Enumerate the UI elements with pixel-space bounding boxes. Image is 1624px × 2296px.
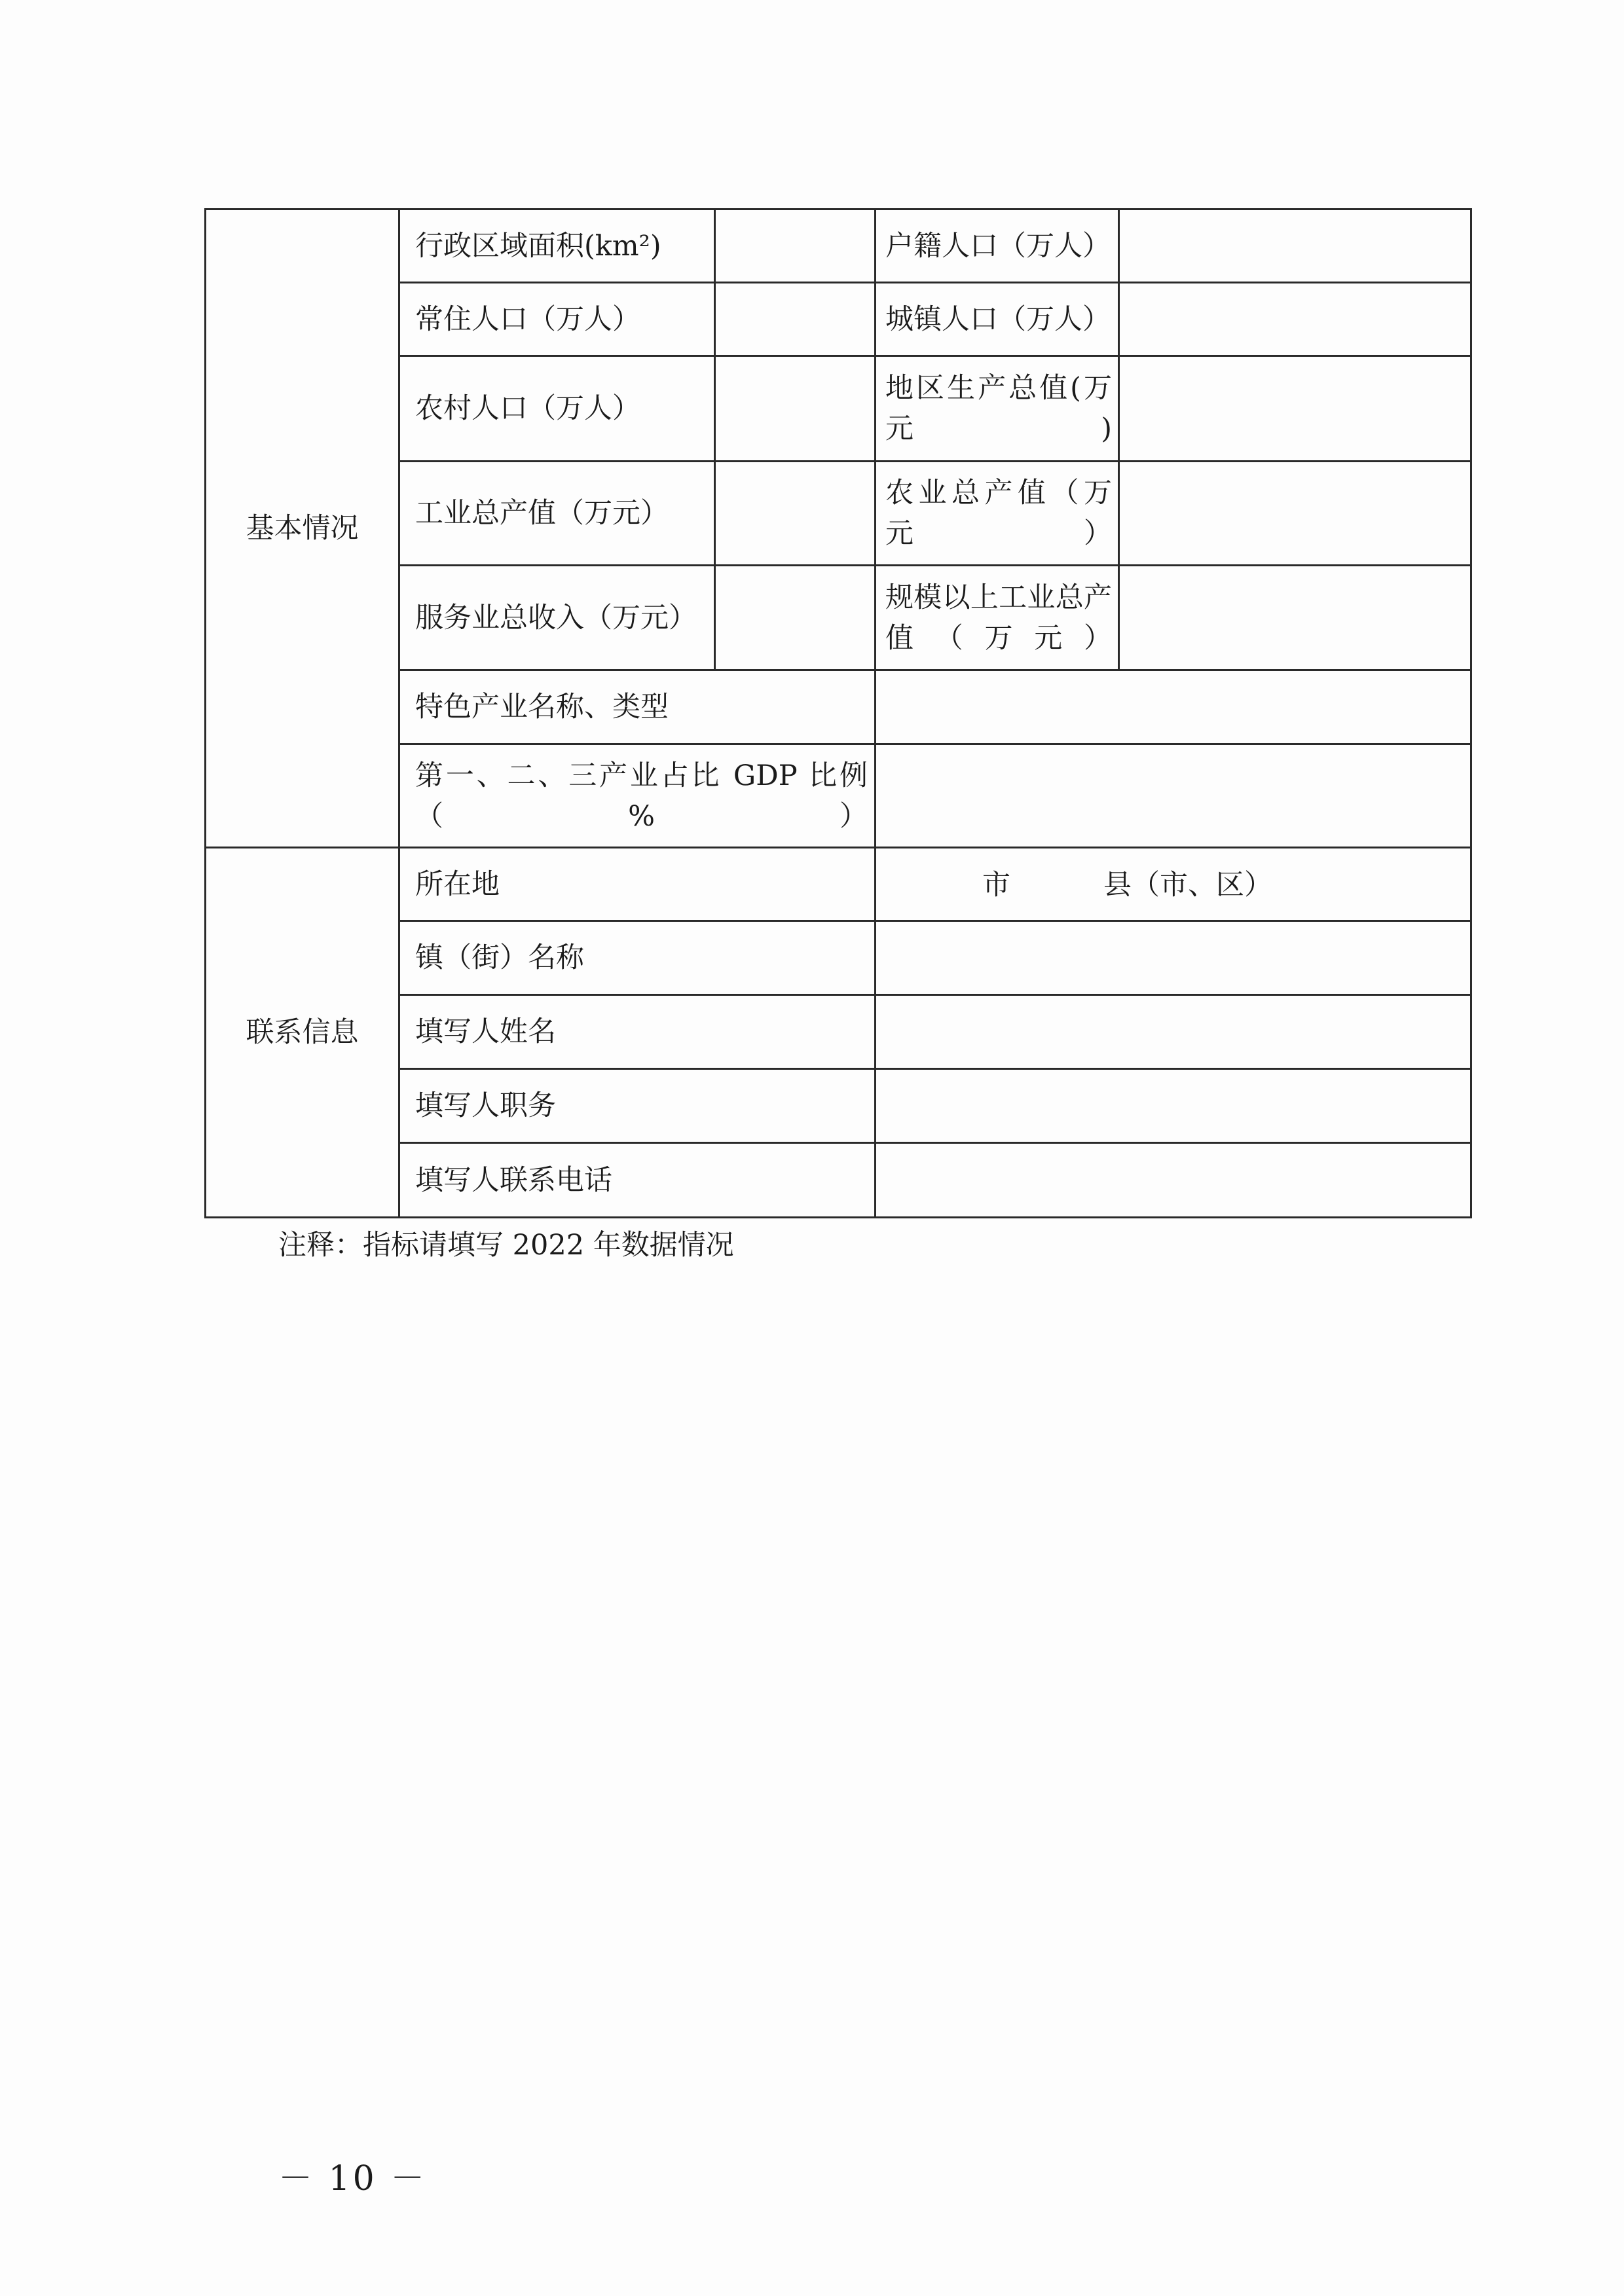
resident-population-field[interactable]	[716, 283, 874, 355]
label-service-revenue: 服务业总收入（万元）	[415, 601, 697, 634]
label-gdp-ratio: 第一、二、三产业占比 GDP 比例（%）	[415, 759, 868, 833]
registered-population-field[interactable]	[1120, 210, 1470, 282]
filler-position-field[interactable]	[876, 1070, 1470, 1142]
regional-gdp-field[interactable]	[1120, 357, 1470, 460]
rural-population-field[interactable]	[716, 357, 874, 460]
filler-phone-field[interactable]	[876, 1144, 1470, 1216]
col-divider-section	[398, 208, 400, 1218]
location-city-suffix: 市	[982, 869, 1010, 902]
label-filler-position: 填写人职务	[415, 1089, 556, 1122]
agricultural-output-field[interactable]	[1120, 462, 1470, 564]
industrial-output-field[interactable]	[716, 462, 874, 564]
section-basic-label: 基本情况	[246, 512, 359, 545]
table-border-bottom	[204, 1216, 1472, 1218]
gdp-ratio-field[interactable]	[876, 745, 1470, 847]
label-location: 所在地	[415, 867, 500, 901]
town-name-field[interactable]	[876, 922, 1470, 994]
location-county-suffix: 县（市、区）	[1103, 869, 1272, 902]
page-number: － 10 －	[278, 2159, 428, 2198]
label-resident-population: 常住人口（万人）	[415, 302, 640, 336]
label-urban-population: 城镇人口（万人）	[885, 302, 1111, 336]
label-town-name: 镇（街）名称	[415, 941, 584, 974]
section-contact-label: 联系信息	[246, 1016, 359, 1049]
table-note: 注释：指标请填写 2022 年数据情况	[278, 1229, 734, 1262]
featured-industry-field[interactable]	[876, 671, 1470, 743]
label-admin-area: 行政区域面积(km²)	[415, 229, 661, 263]
table-border-right	[1470, 208, 1472, 1218]
large-industry-output-field[interactable]	[1120, 566, 1470, 669]
label-agricultural-output: 农业总产值（万元）	[885, 477, 1112, 550]
label-large-industry-output: 规模以上工业总产值（万元）	[885, 581, 1112, 655]
label-featured-industry: 特色产业名称、类型	[415, 691, 669, 723]
service-revenue-field[interactable]	[716, 566, 874, 669]
label-rural-population: 农村人口（万人）	[415, 392, 640, 425]
label-registered-population: 户籍人口（万人）	[885, 229, 1111, 263]
filler-name-field[interactable]	[876, 996, 1470, 1068]
label-industrial-output: 工业总产值（万元）	[415, 497, 669, 530]
label-filler-phone: 填写人联系电话	[415, 1163, 612, 1197]
admin-area-field[interactable]	[716, 210, 874, 282]
label-filler-name: 填写人姓名	[415, 1015, 556, 1048]
label-regional-gdp: 地区生产总值(万元)	[885, 372, 1112, 445]
urban-population-field[interactable]	[1120, 283, 1470, 355]
